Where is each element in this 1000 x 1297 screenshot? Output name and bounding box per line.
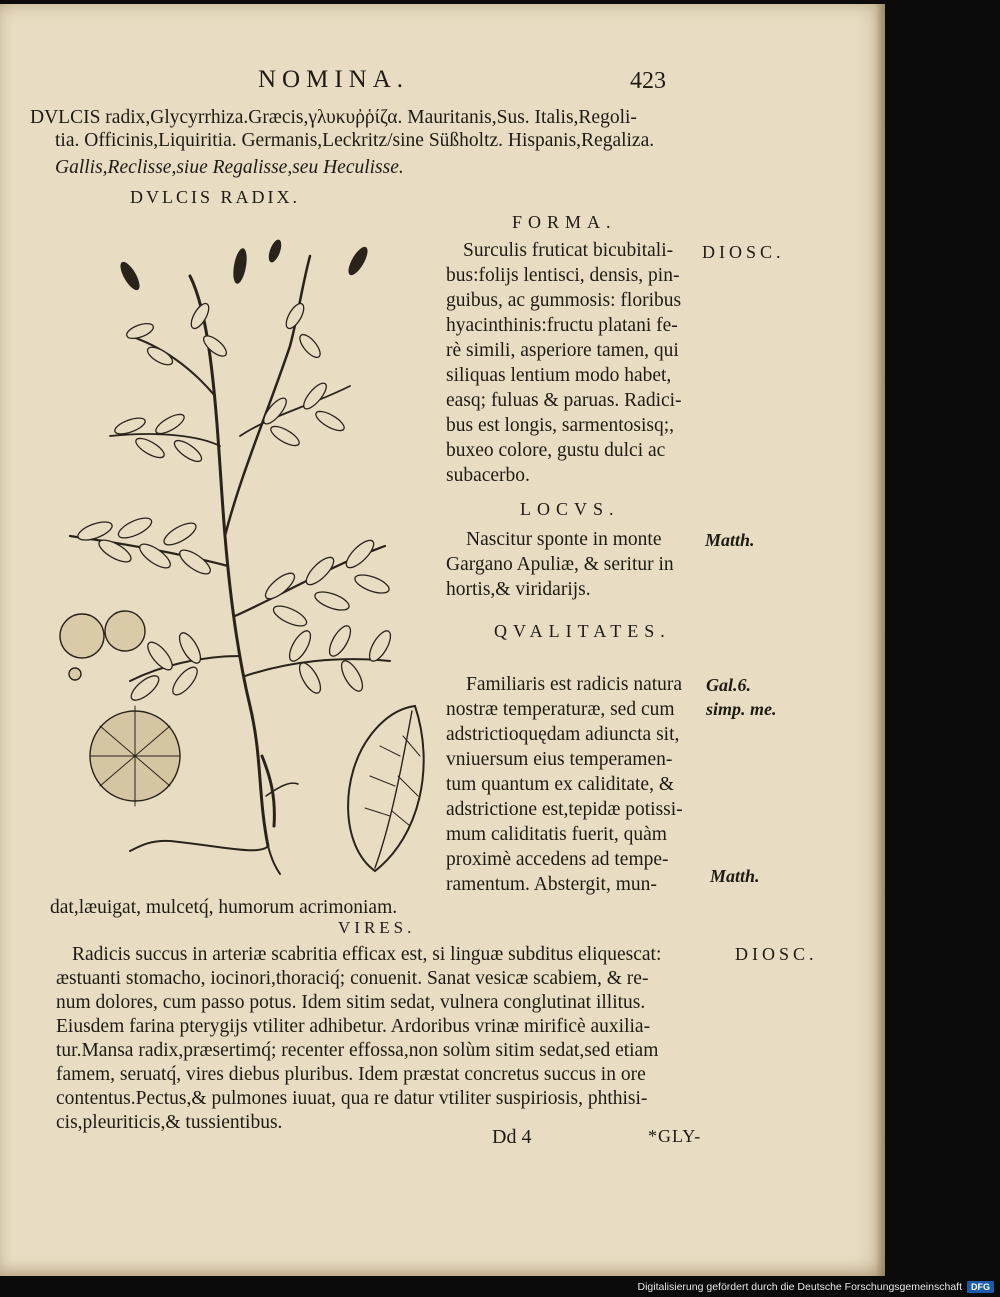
nomina-line-2: tia. Officinis,Liquiritia. Germanis,Leckritz/sine Süßholtz. Hispanis,Regaliza. bbox=[55, 130, 655, 151]
margin-note-matth: Matth. bbox=[705, 530, 755, 550]
qualitates-heading: QVALITATES. bbox=[494, 621, 671, 641]
qualitates-line: Familiaris est radicis natura bbox=[466, 674, 683, 695]
page-number: 423 bbox=[630, 68, 666, 94]
forma-line: hyacinthinis:fructu platani fe- bbox=[446, 315, 678, 336]
forma-line: rè simili, asperiore tamen, qui bbox=[446, 340, 679, 361]
catchword: *GLY- bbox=[648, 1126, 702, 1146]
qualitates-line: adstrictione est,tepidæ potissi- bbox=[446, 799, 683, 820]
qualitates-line: ramentum. Abstergit, mun- bbox=[446, 874, 657, 895]
qualitates-line: tum quantum ex caliditate, & bbox=[446, 774, 674, 795]
forma-line: subacerbo. bbox=[446, 465, 530, 486]
vires-line: contentus.Pectus,& pulmones iuuat, qua re datur vtiliter suspiriosis, phthisi- bbox=[56, 1088, 648, 1109]
signature-mark: Dd 4 bbox=[492, 1126, 532, 1148]
digitization-credit: Digitalisierung gefördert durch die Deutsche Forschungsgemeinschaft bbox=[637, 1281, 962, 1293]
vires-line: Eiusdem farina pterygijs vtiliter adhibetur. Ardoribus vrinæ mirificè auxilia- bbox=[56, 1016, 651, 1037]
qualitates-line: proximè accedens ad tempe- bbox=[446, 849, 669, 870]
locus-heading: LOCVS. bbox=[520, 499, 620, 519]
running-head: NOMINA. bbox=[258, 66, 410, 93]
nomina-line-3: Gallis,Reclisse,siue Regalisse,seu Heculisse. bbox=[55, 157, 404, 178]
vires-heading: VIRES. bbox=[338, 918, 416, 937]
margin-note-simp: simp. me. bbox=[706, 699, 777, 719]
forma-line: siliquas lentium modo habet, bbox=[446, 365, 672, 386]
vires-line: æstuanti stomacho, iocinori,thoraciq́; conuenit. Sanat vesicæ scabiem, & re- bbox=[56, 968, 649, 989]
vires-line: tur.Mansa radix,præsertimq́; recenter effossa,non solùm sitim sedat,sed etiam bbox=[56, 1040, 659, 1061]
margin-note-diosc: DIOSC. bbox=[702, 242, 785, 262]
forma-line: bus est longis, sarmentosisq;, bbox=[446, 415, 675, 436]
qualitates-last-line: dat,læuigat, mulcetq́, humorum acrimoniam. bbox=[50, 897, 398, 918]
margin-note-diosc: DIOSC. bbox=[735, 944, 818, 964]
vires-line: Radicis succus in arteriæ scabritia efficax est, si linguæ subditus eliquescat: bbox=[72, 944, 662, 965]
forma-heading: FORMA. bbox=[512, 212, 617, 232]
vires-line: num dolores, cum passo potus. Idem sitim sedat, vulnera conglutinat illitus. bbox=[56, 992, 646, 1013]
vires-line: famem, seruatq́, vires diebus pluribus. Idem præstat concretus succus in ore bbox=[56, 1064, 646, 1085]
forma-line: easq; fuluas & paruas. Radici- bbox=[446, 390, 682, 411]
locus-line: Nascitur sponte in monte bbox=[466, 529, 662, 550]
vires-line: cis,pleuriticis,& tussientibus. bbox=[56, 1112, 283, 1133]
margin-note-gal: Gal.6. bbox=[706, 675, 751, 695]
forma-line: Surculis fruticat bicubitali- bbox=[463, 240, 674, 261]
locus-line: Gargano Apuliæ, & seritur in bbox=[446, 554, 674, 575]
locus-line: hortis,& viridarijs. bbox=[446, 579, 591, 600]
book-page bbox=[0, 4, 885, 1276]
forma-line: buxeo colore, gustu dulci ac bbox=[446, 440, 666, 461]
licorice-plant-woodcut bbox=[40, 236, 435, 876]
qualitates-line: nostræ temperaturæ, sed cum bbox=[446, 699, 675, 720]
plate-title: DVLCIS RADIX. bbox=[130, 187, 301, 207]
qualitates-line: mum caliditatis fuerit, quàm bbox=[446, 824, 667, 845]
qualitates-line: adstrictioquędam adiuncta sit, bbox=[446, 724, 680, 745]
qualitates-line: vniuersum eius temperamen- bbox=[446, 749, 673, 770]
margin-note-matth: Matth. bbox=[710, 866, 760, 886]
dfg-logo: DFG bbox=[967, 1281, 994, 1293]
nomina-line-1: DVLCIS radix,Glycyrrhiza.Græcis,γλυκυῤῥίζα. Mauritanis,Sus. Italis,Regoli- bbox=[30, 107, 637, 128]
forma-line: bus:folijs lentisci, densis, pin- bbox=[446, 265, 680, 286]
forma-line: guibus, ac gummosis: floribus bbox=[446, 290, 682, 311]
